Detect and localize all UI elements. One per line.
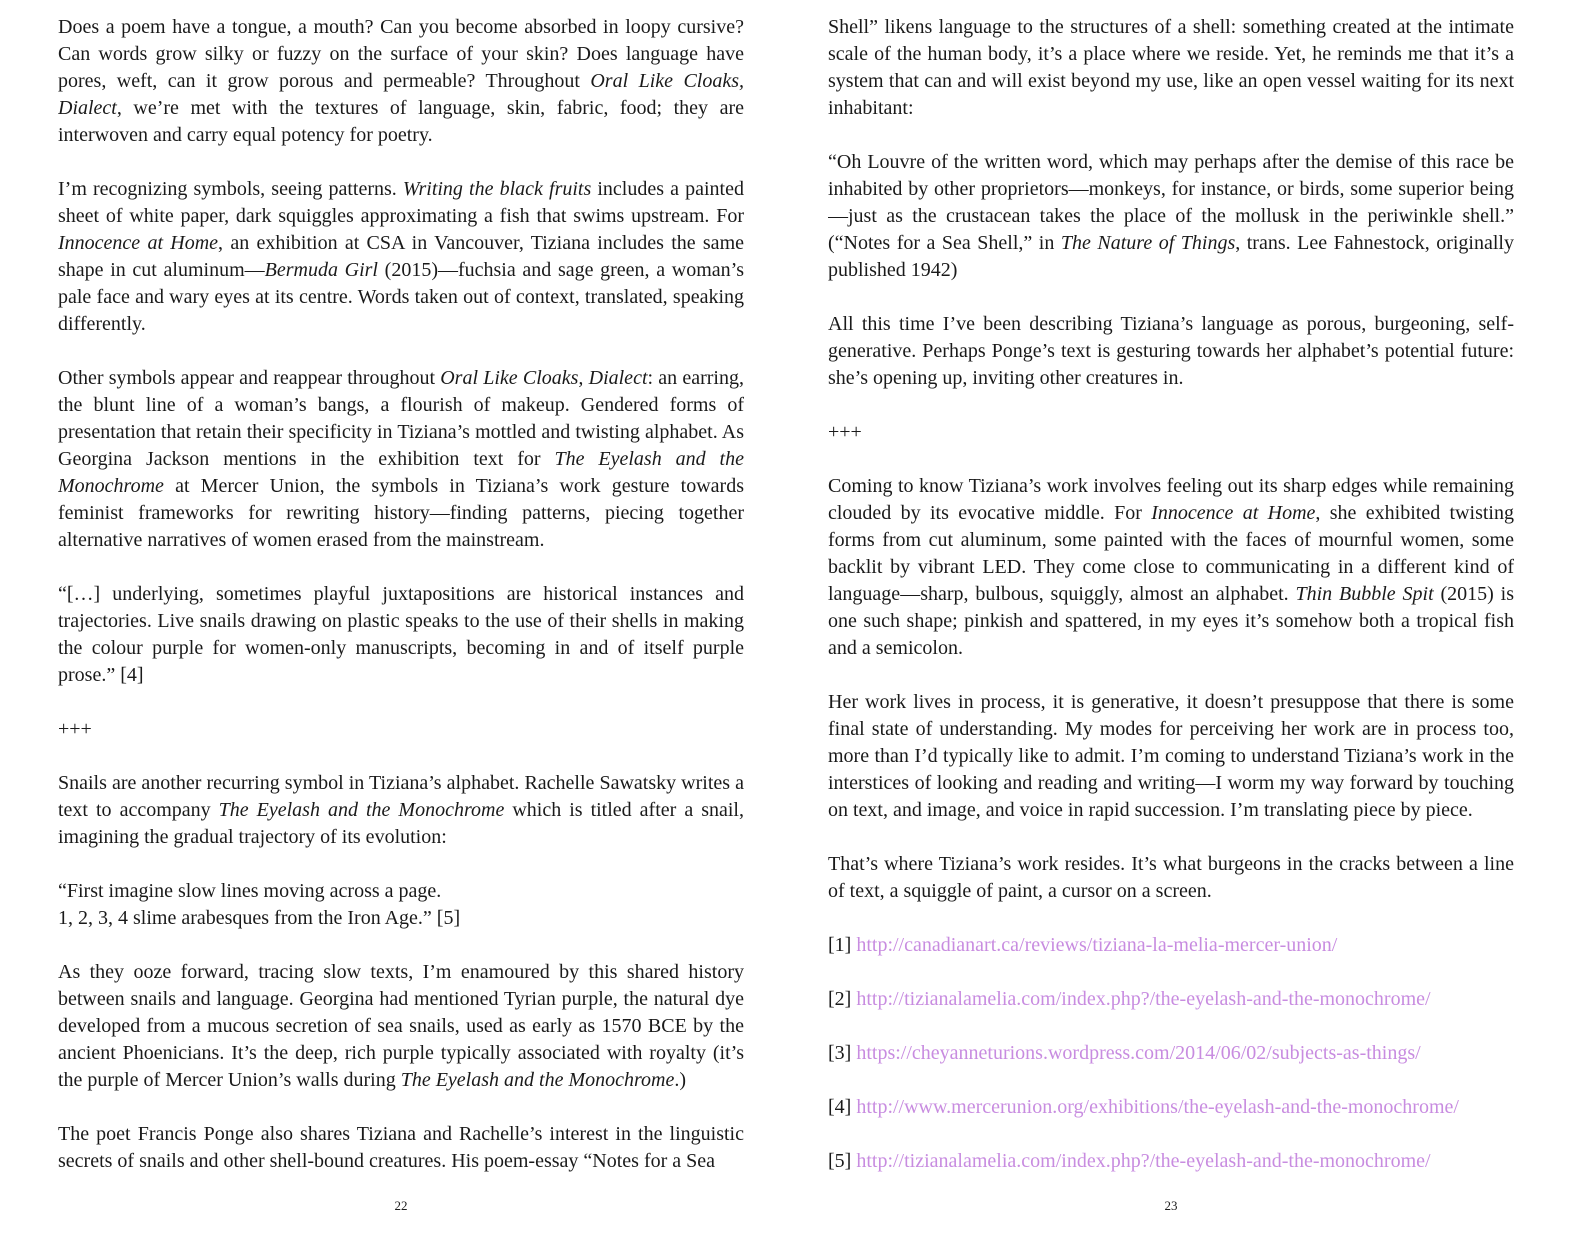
footnote — [828, 986, 1514, 1013]
text-run: (2015) is one such shape; pinkish and spattered, in my eyes it’s somehow both a tropical fish and a semicolon. — [828, 583, 1514, 659]
paragraph — [58, 365, 744, 554]
footnote-number: [3] — [828, 1042, 852, 1064]
paragraph — [58, 14, 744, 149]
footnote — [828, 1094, 1514, 1121]
paragraph: The poet Francis Ponge also shares Tiziana and Rachelle’s interest in the linguistic secrets of snails and other shell-bound creatures. His poem-essay “Notes for a Sea — [58, 1123, 744, 1172]
italic-title: The Eyelash and the Monochrome — [58, 448, 744, 497]
italic-title: The Eyelash and the Monochrome — [218, 799, 505, 821]
text-run: .) — [674, 1069, 687, 1091]
text-run: , an exhibition at CSA in Vancouver, Tiziana includes the same shape in cut aluminum— — [58, 232, 744, 281]
text-run: , we’re met with the textures of language, skin, fabric, food; they are interwoven and carry equal potency for poetry. — [58, 97, 744, 146]
section-separator: +++ — [58, 718, 92, 740]
italic-title: Thin Bubble Spit — [1295, 583, 1434, 605]
footnote — [828, 1040, 1514, 1067]
paragraph: Her work lives in process, it is generative, it doesn’t presuppose that there is some final state of understanding. My modes for perceiving her work are in process too, more than I’d typically like to admit. I’m coming to understand Tiziana’s work in the interstices of looking and reading and writing—I worm my way forward by touching on text, and image, and voice in rapid succession. I’m translating piece by piece. — [828, 691, 1514, 821]
text-run: “Oh Louvre of the written word, which may perhaps after the demise of this race be inhabited by other proprietors—monkeys, for instance, or birds, some superior being—just as the crustacean takes the place of the mollusk in the periwinkle shell.” (“Notes for a Sea Shell,” in — [828, 151, 1514, 254]
italic-title: Innocence at Home — [58, 232, 219, 254]
text-run: , trans. Lee Fahnestock, originally published 1942) — [828, 232, 1514, 281]
footnote-link[interactable]: http://tizianalamelia.com/index.php?/the-eyelash-and-the-monochrome/ — [856, 988, 1431, 1010]
paragraph: Shell” likens language to the structures of a shell: something created at the intimate scale of the human body, it’s a place where we reside. Yet, he reminds me that it’s a system that can and will exist beyond my use, like an open vessel waiting for its next inhabitant: — [828, 16, 1514, 119]
block-quote: “[…] underlying, sometimes playful juxtapositions are historical instances and trajectories. Live snails drawing on plastic speaks to the use of their shells in making the colour purple for women-only manuscripts, becoming in and of itself purple prose.” [4] — [58, 583, 744, 686]
paragraph: That’s where Tiziana’s work resides. It’s what burgeons in the cracks between a line of text, a squiggle of paint, a cursor on a screen. — [828, 853, 1514, 902]
footnote-link[interactable]: http://www.mercerunion.org/exhibitions/the-eyelash-and-the-monochrome/ — [856, 1096, 1459, 1118]
paragraph — [58, 959, 744, 1094]
italic-title: Oral Like Cloaks, Dialect — [440, 367, 648, 389]
page-number-right: 23 — [1164, 1198, 1178, 1213]
text-run: Other symbols appear and reappear throughout — [58, 367, 441, 389]
text-run: at Mercer Union, the symbols in Tiziana’s work gesture towards feminist frameworks for rewriting history—finding patterns, piecing together alternative narratives of women erased from the mainstream. — [58, 475, 744, 551]
footnote-link[interactable]: https://cheyanneturions.wordpress.com/2014/06/02/subjects-as-things/ — [856, 1042, 1421, 1064]
italic-title: Innocence at Home — [1151, 502, 1316, 524]
left-page — [58, 14, 744, 1174]
italic-title: Oral Like Cloaks, Dialect — [58, 70, 744, 119]
text-run: : an earring, the blunt line of a woman’s bangs, a flourish of makeup. Gendered forms of presentation that retain their specificity in Tiziana’s mottled and twisting alphabet. As Georgina Jackson mentions in the exhibition text for — [58, 367, 744, 470]
footnote — [828, 932, 1514, 959]
footnote-number: [5] — [828, 1150, 852, 1172]
section-separator: +++ — [828, 421, 862, 443]
text-run: Snails are another recurring symbol in Tiziana’s alphabet. Rachelle Sawatsky writes a text to accompany — [58, 772, 744, 821]
footnotes — [828, 932, 1514, 1174]
text-run: , she exhibited twisting forms from cut aluminum, some painted with the faces of mournful women, some backlit by vibrant LED. They come close to communicating in a different kind of language—sharp, bulbous, squiggly, almost an alphabet. — [828, 502, 1514, 605]
page-number-left: 22 — [394, 1198, 408, 1213]
footnote-number: [1] — [828, 934, 852, 956]
footnote-number: [2] — [828, 988, 852, 1010]
text-run: which is titled after a snail, imagining the gradual trajectory of its evolution: — [58, 799, 744, 848]
text-run: includes a painted sheet of white paper, dark squiggles approximating a fish that swims upstream. For — [58, 178, 744, 227]
paragraph: All this time I’ve been describing Tiziana’s language as porous, burgeoning, self-generative. Perhaps Ponge’s text is gesturing towards her alphabet’s potential future: she’s opening up, inviting other creatures in. — [828, 313, 1514, 389]
italic-title: The Eyelash and the Monochrome — [400, 1069, 675, 1091]
italic-title: Writing the black fruits — [402, 178, 592, 200]
footnote-link[interactable]: http://tizianalamelia.com/index.php?/the-eyelash-and-the-monochrome/ — [856, 1150, 1431, 1172]
footnote-link[interactable]: http://canadianart.ca/reviews/tiziana-la-melia-mercer-union/ — [856, 934, 1338, 956]
text-run: (2015)—fuchsia and sage green, a woman’s pale face and wary eyes at its centre. Words taken out of context, translated, speaking differently. — [58, 259, 744, 335]
paragraph — [58, 770, 744, 851]
block-quote — [828, 149, 1514, 284]
paragraph — [828, 473, 1514, 662]
text-run: Does a poem have a tongue, a mouth? Can you become absorbed in loopy cursive? Can words grow silky or fuzzy on the surface of your skin? Does language have pores, weft, can it grow porous and permeable? Throughout — [58, 16, 744, 92]
poem-quote — [58, 878, 744, 932]
footnote — [828, 1148, 1514, 1174]
right-page — [828, 14, 1514, 1174]
footnote-number: [4] — [828, 1096, 852, 1118]
paragraph — [58, 176, 744, 338]
italic-title: The Nature of Things — [1060, 232, 1236, 254]
quote-line: “First imagine slow lines moving across a page. — [58, 880, 442, 902]
italic-title: Bermuda Girl — [264, 259, 378, 281]
text-run: As they ooze forward, tracing slow texts, I’m enamoured by this shared history between snails and language. Georgina had mentioned Tyrian purple, the natural dye developed from a mucous secretion of sea snails, used as early as 1570 BCE by the ancient Phoenicians. It’s the deep, rich purple typically associated with royalty (it’s the purple of Mercer Union’s walls during — [58, 961, 744, 1091]
quote-line: 1, 2, 3, 4 slime arabesques from the Iron Age.” [5] — [58, 907, 461, 929]
text-run: Coming to know Tiziana’s work involves feeling out its sharp edges while remaining clouded by its evocative middle. For — [828, 475, 1514, 524]
text-run: I’m recognizing symbols, seeing patterns. — [58, 178, 403, 200]
